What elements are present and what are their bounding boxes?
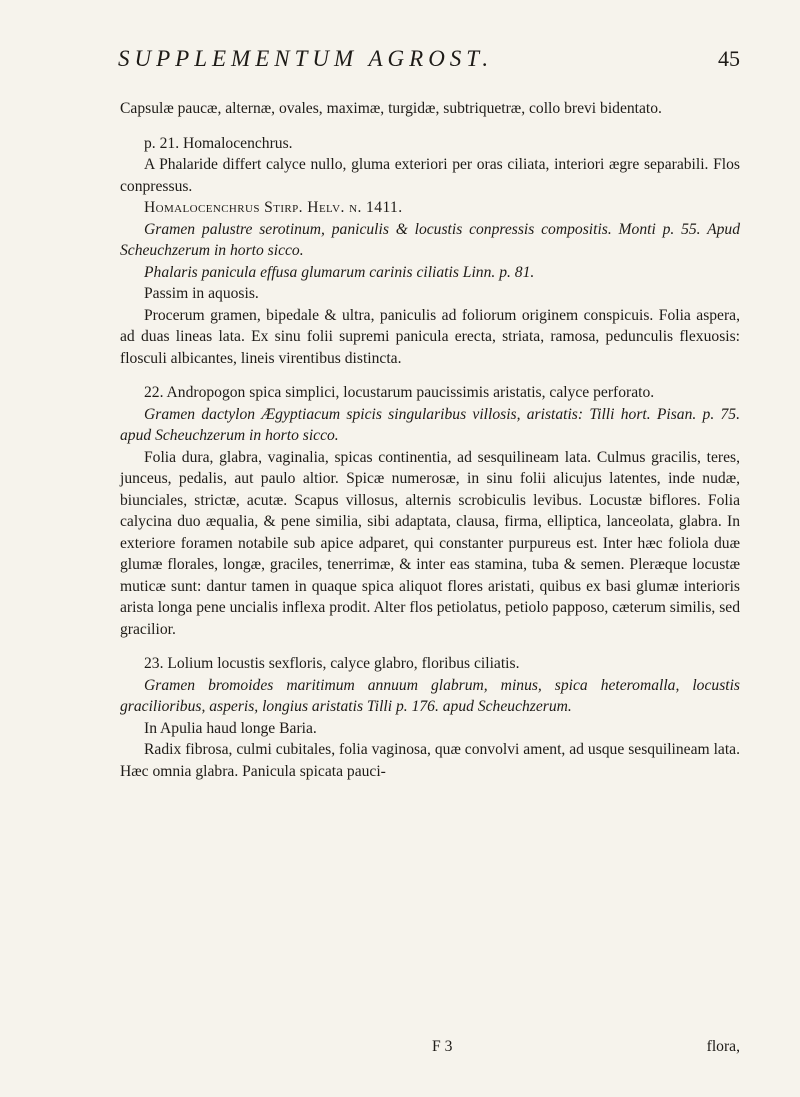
body-text	[120, 98, 740, 782]
lolium-habitat: In Apulia haud longe Baria.	[144, 719, 317, 737]
running-head	[118, 46, 740, 72]
capsule-description: Capsulæ paucæ, alternæ, ovales, maximæ, turgidæ, subtriquetræ, collo brevi bidentato.	[120, 100, 662, 117]
homalocenchrus-synonym-linnaeus: Phalaris panicula effusa glumarum carinis ciliatis Linn. p. 81.	[144, 263, 535, 281]
homalocenchrus-synonym-haller: Homalocenchrus Stirp. Helv. n. 1411.	[144, 199, 403, 216]
homalocenchrus-diagnosis: A Phalaride differt calyce nullo, gluma exteriori per oras ciliata, interiori ægre separabili. Flos conpressus.	[120, 156, 740, 195]
lolium-description: Radix fibrosa, culmi cubitales, folia vaginosa, quæ convolvi ament, ad usque sesquilineam lata. Hæc omnia glabra. Panicula spicata pauci-	[120, 741, 740, 780]
homalocenchrus-habitat: Passim in aquosis.	[144, 285, 259, 302]
entry-lolium-heading: 23. Lolium locustis sexfloris, calyce glabro, floribus ciliatis.	[144, 655, 520, 672]
catchword: flora,	[706, 1038, 740, 1055]
section-gap	[120, 120, 740, 133]
entry-homalocenchrus-heading: p. 21. Homalocenchrus.	[144, 134, 293, 152]
andropogon-description: Folia dura, glabra, vaginalia, spicas continentia, ad sesquilineam lata. Culmus gracilis, teres, junceus, pedalis, aut paulo altior. Spicæ numerosæ, in sinu folii alicujus latentes, inde nudæ, biunciales, strictæ, acutæ. Scapus villosus, alternis scrobiculis levibus. Locustæ biflores. Folia calycina duo æqualia, & pene similia, sibi adaptata, clausa, firma, elliptica, lanceolata, glabra. In exteriore foramen notabile sub apice adparet, qui constanter purpureus est. Inter hæc foliola duæ glumæ florales, longæ, graciles, tenerrimæ, & inter eas stamina, tuba & semen. Pleræque locustæ muticæ sunt: dantur tamen in quaque spica aliquot flores aristati, quibus ex basi glumæ interioris arista longa pene uncialis inflexa prodit. Alter flos petiolatus, petiolo papposo, cæterum similis, sed gracilior.	[120, 448, 740, 638]
page-number: 45	[718, 46, 740, 71]
running-title: SUPPLEMENTUM AGROST.	[118, 46, 494, 71]
section-gap	[120, 369, 740, 382]
entry-andropogon-heading: 22. Andropogon spica simplici, locustarum paucissimis aristatis, calyce perforato.	[144, 384, 655, 401]
signature-mark: F 3	[432, 1038, 453, 1055]
homalocenchrus-description: Procerum gramen, bipedale & ultra, paniculis ad foliorum originem conspicuis. Folia aspera, ad duas lineas lata. Ex sinu folii supremi panicula erecta, striata, ramosa, pedunculis flexuosis: flosculi albicantes, lineis virentibus distincta.	[120, 306, 740, 367]
section-gap	[120, 640, 740, 653]
lolium-synonym-tilli: Gramen bromoides maritimum annuum glabrum, minus, spica heteromalla, locustis gracilioribus, asperis, longius aristatis Tilli p. 176. apud Scheuchzerum.	[120, 676, 740, 715]
andropogon-synonym-tilli: Gramen dactylon Ægyptiacum spicis singularibus villosis, aristatis: Tilli hort. Pisan. p. 75. apud Scheuchzerum in horto sicco.	[120, 405, 740, 444]
homalocenchrus-synonym-monti: Gramen palustre serotinum, paniculis & locustis conpressis compositis. Monti p. 55. Apud Scheuchzerum in horto sicco.	[120, 220, 740, 259]
